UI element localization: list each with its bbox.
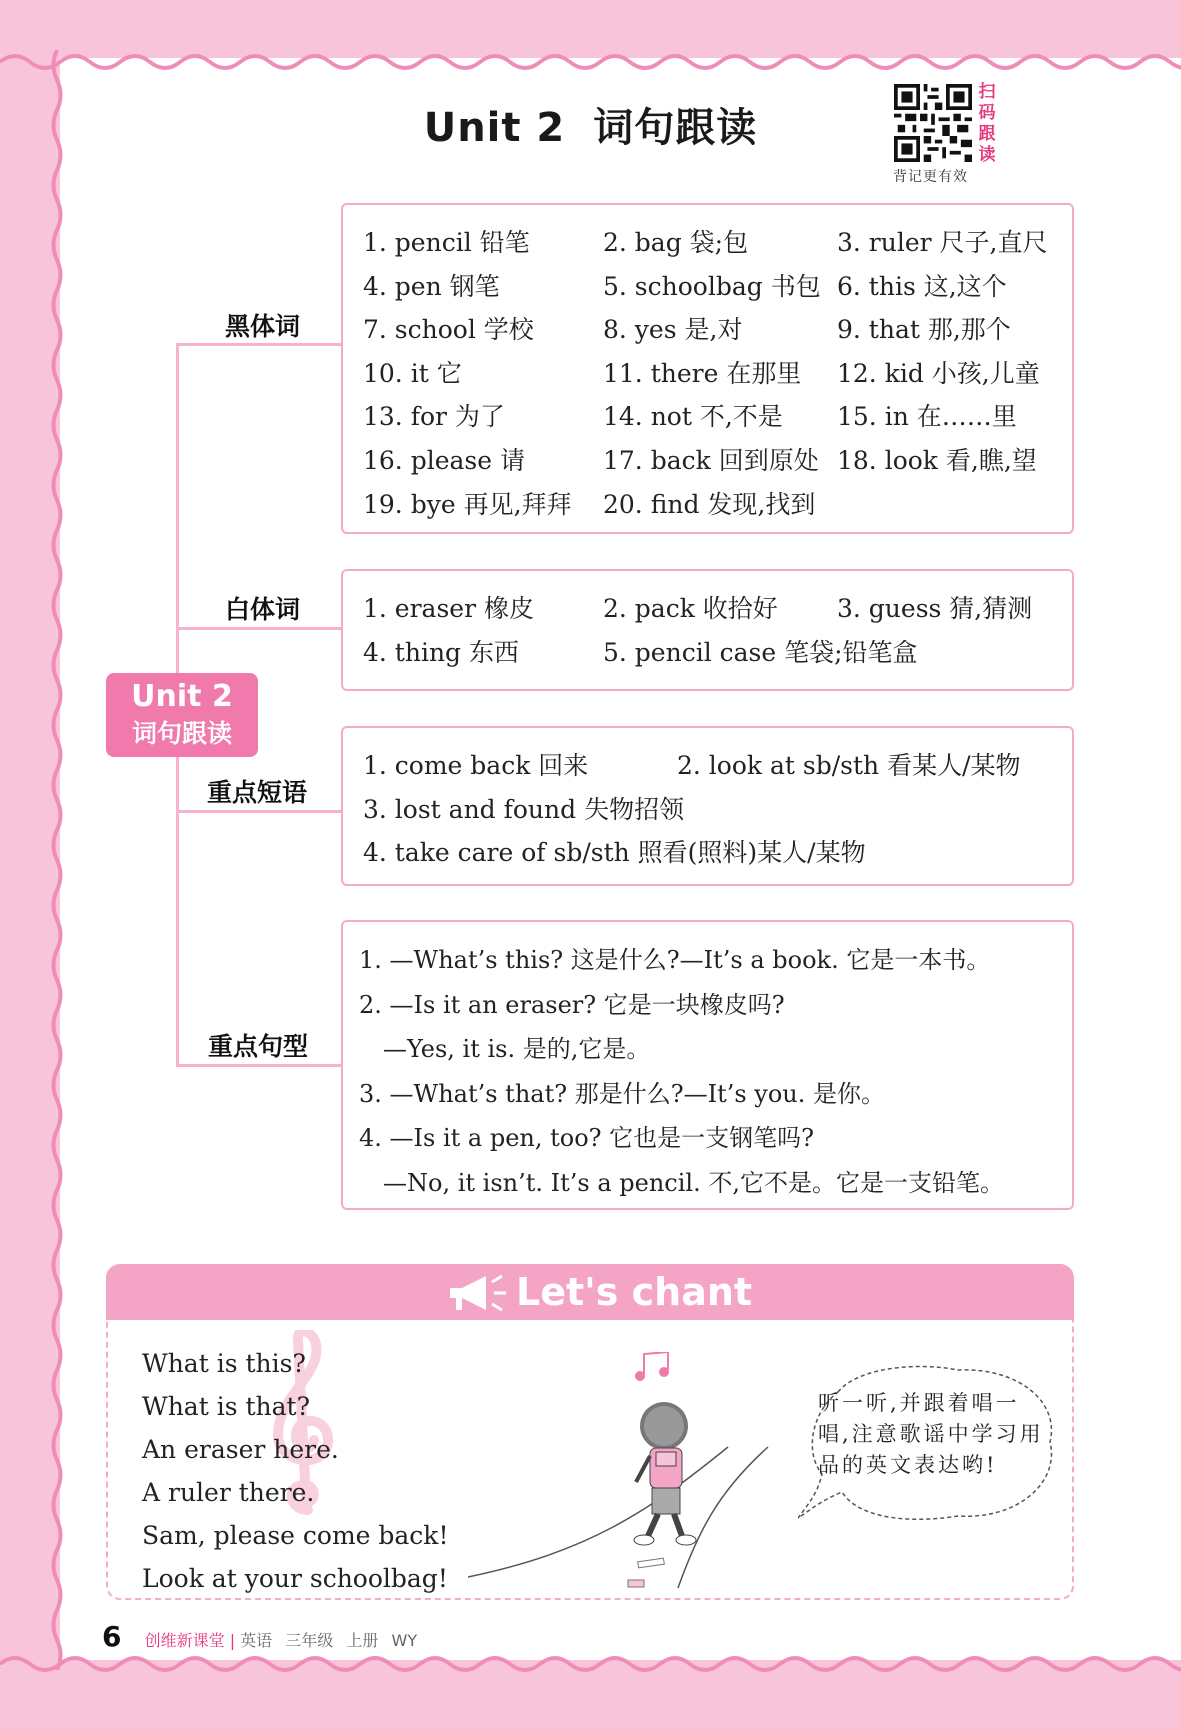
edition: WY xyxy=(391,1631,418,1650)
chant-line: What is this? xyxy=(142,1349,306,1378)
page-footer: 6 创维新课堂 | 英语 三年级 上册 WY xyxy=(102,1620,418,1653)
qr-caption: 背记更有效 xyxy=(893,169,968,185)
list-item: 8. yes 是,对 xyxy=(603,315,743,345)
qr-code-icon[interactable] xyxy=(894,84,972,162)
list-item: 2. bag 袋;包 xyxy=(603,228,749,257)
category-sentences: 重点句型 xyxy=(208,1032,309,1061)
chant-line: An eraser here. xyxy=(142,1435,339,1464)
subject: 英语 xyxy=(240,1631,273,1650)
top-wave-border xyxy=(0,44,1181,74)
list-item: 4. thing 东西 xyxy=(363,637,519,667)
bold-words-box xyxy=(341,203,1074,534)
chant-line: What is that? xyxy=(142,1392,310,1421)
list-item: 3. ruler 尺子,直尺 xyxy=(837,228,1048,257)
list-item: —No, it isn’t. It’s a pencil. 不,它不是。它是一支铅笔。 xyxy=(383,1168,1004,1197)
list-item: —Yes, it is. 是的,它是。 xyxy=(383,1035,651,1063)
list-item: 5. schoolbag 书包 xyxy=(603,271,821,301)
list-item: 1. eraser 橡皮 xyxy=(363,594,534,623)
list-item: 15. in 在……里 xyxy=(837,402,1017,432)
megaphone-icon xyxy=(446,1272,508,1314)
qr-label: 扫 码 跟 读 xyxy=(978,82,996,165)
list-item: 12. kid 小孩,儿童 xyxy=(837,358,1040,388)
list-item: 9. that 那,那个 xyxy=(837,315,1011,345)
list-item: 11. there 在那里 xyxy=(603,358,802,388)
list-item: 3. lost and found 失物招领 xyxy=(363,794,685,824)
category-plain-words: 白体词 xyxy=(225,595,301,624)
list-item: 4. —Is it a pen, too? 它也是一支钢笔吗? xyxy=(359,1124,815,1152)
plain-words-box xyxy=(341,569,1074,691)
list-item: 3. —What’s that? 那是什么?—It’s you. 是你。 xyxy=(359,1079,886,1108)
list-item: 19. bye 再见,拜拜 xyxy=(363,489,572,519)
list-item: 2. —Is it an eraser? 它是一块橡皮吗? xyxy=(359,990,785,1019)
list-item: 1. —What’s this? 这是什么?—It’s a book. 它是一本书。 xyxy=(359,946,991,974)
unit-label: Unit 2 xyxy=(423,105,566,151)
branch-line-phrases xyxy=(176,810,342,813)
speech-bubble-text: 听一听,并跟着唱一唱,注意歌谣中学习用品的英文表达哟! xyxy=(818,1391,1044,1477)
title-text: 词句跟读 xyxy=(593,105,758,151)
mindmap-center-node: Unit 2 词句跟读 xyxy=(106,673,258,757)
list-item: 1. come back 回来 xyxy=(363,751,589,780)
branch-line-plain xyxy=(176,627,342,630)
phrases-box xyxy=(341,726,1074,886)
chant-lines xyxy=(142,1342,449,1600)
list-item: 17. back 回到原处 xyxy=(603,445,819,475)
list-item: 1. pencil 铅笔 xyxy=(363,228,530,257)
brand-name: 创维新课堂 xyxy=(144,1631,225,1650)
chant-header xyxy=(106,1264,1074,1320)
list-item: 4. take care of sb/sth 照看(照料)某人/某物 xyxy=(363,838,866,868)
list-item: 14. not 不,不是 xyxy=(603,402,783,432)
list-item: 2. look at sb/sth 看某人/某物 xyxy=(677,751,1021,780)
page-number: 6 xyxy=(102,1620,122,1653)
branch-line-bold xyxy=(176,343,342,346)
list-item: 6. this 这,这个 xyxy=(837,271,1007,301)
list-item: 4. pen 钢笔 xyxy=(363,271,500,301)
list-item: 2. pack 收拾好 xyxy=(603,594,778,623)
list-item: 13. for 为了 xyxy=(363,402,505,432)
list-item: 3. guess 猜,猜测 xyxy=(837,594,1033,623)
sentences-box xyxy=(341,920,1074,1210)
page-title xyxy=(0,96,1181,153)
list-item: 7. school 学校 xyxy=(363,315,534,345)
chant-title: Let's chant xyxy=(516,1270,753,1314)
child-walking-illustration xyxy=(468,1352,828,1588)
grade: 三年级 xyxy=(285,1631,334,1650)
chant-line: Look at your schoolbag! xyxy=(142,1564,448,1593)
bottom-wave-border xyxy=(0,1652,1181,1682)
branch-line-sentences xyxy=(176,1064,342,1067)
chant-line: Sam, please come back! xyxy=(142,1521,449,1550)
volume: 上册 xyxy=(346,1631,379,1650)
list-item: 16. please 请 xyxy=(363,445,525,475)
chant-line: A ruler there. xyxy=(142,1478,315,1507)
list-item: 5. pencil case 笔袋;铅笔盒 xyxy=(603,637,918,667)
left-wave-border xyxy=(50,50,64,1670)
list-item: 18. look 看,瞧,望 xyxy=(837,445,1037,475)
category-phrases: 重点短语 xyxy=(207,778,308,807)
category-bold-words: 黑体词 xyxy=(225,312,301,341)
list-item: 20. find 发现,找到 xyxy=(603,489,816,519)
list-item: 10. it 它 xyxy=(363,358,462,388)
